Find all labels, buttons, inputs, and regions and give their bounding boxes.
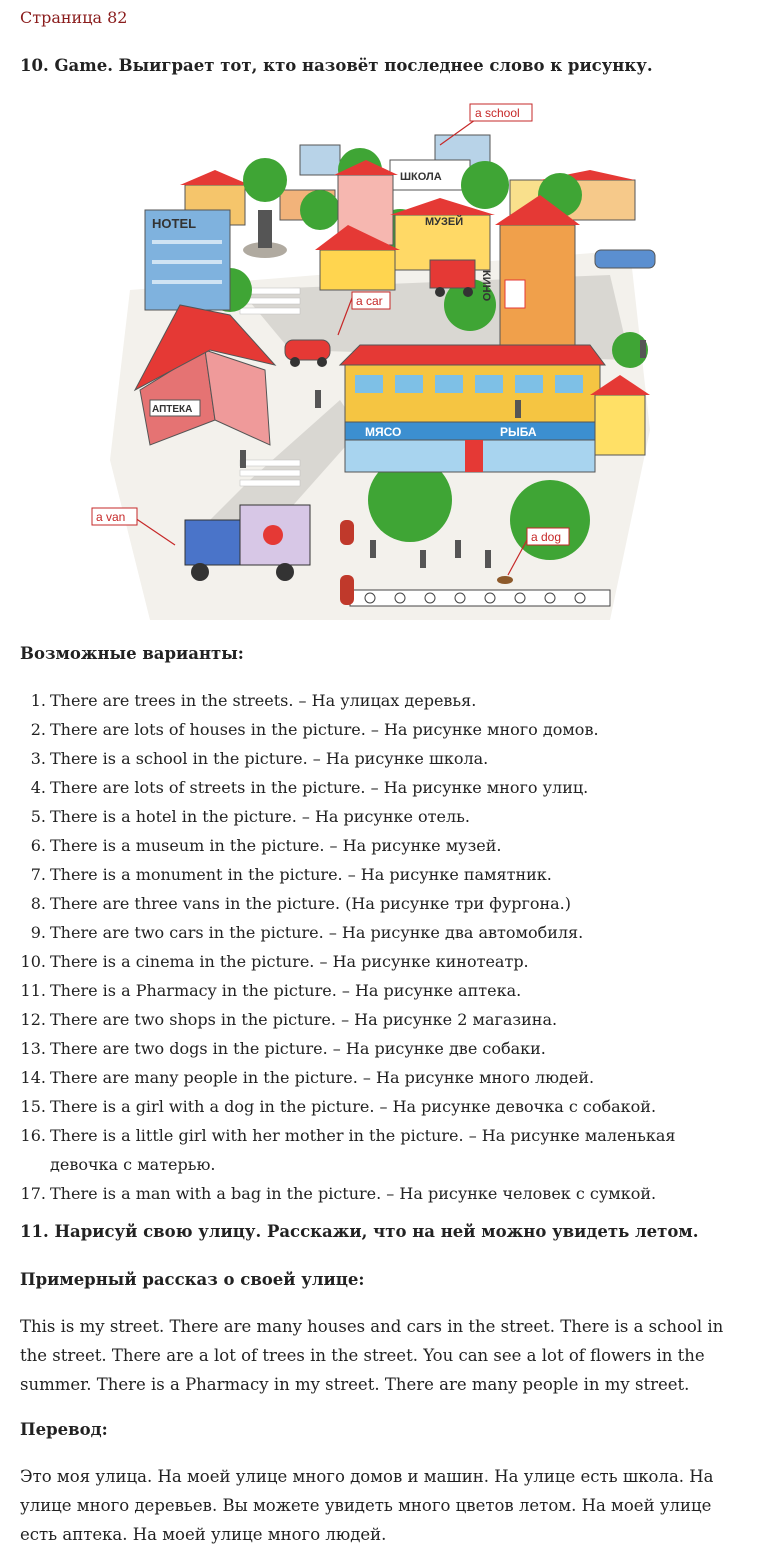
list-item: 11. There is a Pharmacy in the picture. – На рисунке аптека. bbox=[20, 981, 522, 1000]
translation-heading: Перевод: bbox=[20, 1420, 108, 1439]
callout-van: a van bbox=[96, 510, 126, 524]
list-item: 8. There are three vans in the picture. (На рисунке три фургона.) bbox=[30, 894, 572, 913]
list-item: 15. There is a girl with a dog in the picture. – На рисунке девочка с собакой. bbox=[20, 1097, 657, 1116]
callout-dog: a dog bbox=[531, 530, 562, 544]
school-sign: ШКОЛА bbox=[400, 171, 442, 183]
hotel-sign: HOTEL bbox=[152, 216, 197, 231]
list-item: 13. There are two dogs in the picture. – На рисунке две собаки. bbox=[20, 1039, 546, 1058]
town-illustration bbox=[90, 100, 670, 620]
fish-sign: РЫБА bbox=[500, 425, 537, 439]
list-item: 2. There are lots of houses in the picture. – На рисунке много домов. bbox=[30, 720, 599, 739]
list-item: 3. There is a school in the picture. – На рисунке школа. bbox=[30, 749, 489, 768]
list-item: 1. There are trees in the streets. – На улицах деревья. bbox=[30, 691, 477, 710]
story-text: This is my street. There are many houses and cars in the street. There is a school in the street. There are a lot of trees in the street. You can see a lot of flowers in the summer. There is a Pharmacy in my street. There are many people in my street. bbox=[20, 1317, 724, 1394]
callout-car: a car bbox=[356, 294, 383, 308]
list-item: 14. There are many people in the picture. – На рисунке много людей. bbox=[20, 1068, 595, 1087]
list-item: 12. There are two shops in the picture. – На рисунке 2 магазина. bbox=[20, 1010, 558, 1029]
task-11-title: 11. Нарисуй свою улицу. Расскажи, что на ней можно увидеть летом. bbox=[20, 1222, 699, 1241]
story-heading: Примерный рассказ о своей улице: bbox=[20, 1270, 365, 1289]
list-item: 17. There is a man with a bag in the picture. – На рисунке человек с сумкой. bbox=[20, 1184, 657, 1203]
list-item: 5. There is a hotel in the picture. – На рисунке отель. bbox=[30, 807, 470, 826]
pharmacy-sign: АПТЕКА bbox=[152, 404, 193, 415]
translation-text: Это моя улица. На моей улице много домов и машин. На улице есть школа. На улице много деревьев. Вы можете увидеть много цветов летом. На моей улице есть аптека. На моей улице много людей. bbox=[20, 1467, 714, 1544]
list-item: 10. There is a cinema in the picture. – На рисунке кинотеатр. bbox=[20, 952, 529, 971]
list-item: 7. There is a monument in the picture. – На рисунке памятник. bbox=[30, 865, 552, 884]
meat-sign: МЯСО bbox=[365, 425, 402, 439]
task-10-title: 10. Game. Выиграет тот, кто назовёт последнее слово к рисунку. bbox=[20, 56, 653, 75]
list-item: 16. There is a little girl with her mother in the picture. – На рисунке маленькая девочка с матерью. bbox=[20, 1126, 676, 1174]
list-item: 6. There is a museum in the picture. – На рисунке музей. bbox=[30, 836, 502, 855]
callout-school: a school bbox=[475, 106, 520, 120]
variants-list bbox=[0, 686, 748, 1208]
variants-heading: Возможные варианты: bbox=[20, 644, 244, 663]
list-item: 4. There are lots of streets in the picture. – На рисунке много улиц. bbox=[30, 778, 589, 797]
museum-sign: МУЗЕЙ bbox=[425, 216, 464, 228]
cinema-sign: КИНО bbox=[480, 270, 492, 302]
list-item: 9. There are two cars in the picture. – На рисунке два автомобиля. bbox=[30, 923, 584, 942]
page-label: Страница 82 bbox=[20, 8, 128, 27]
